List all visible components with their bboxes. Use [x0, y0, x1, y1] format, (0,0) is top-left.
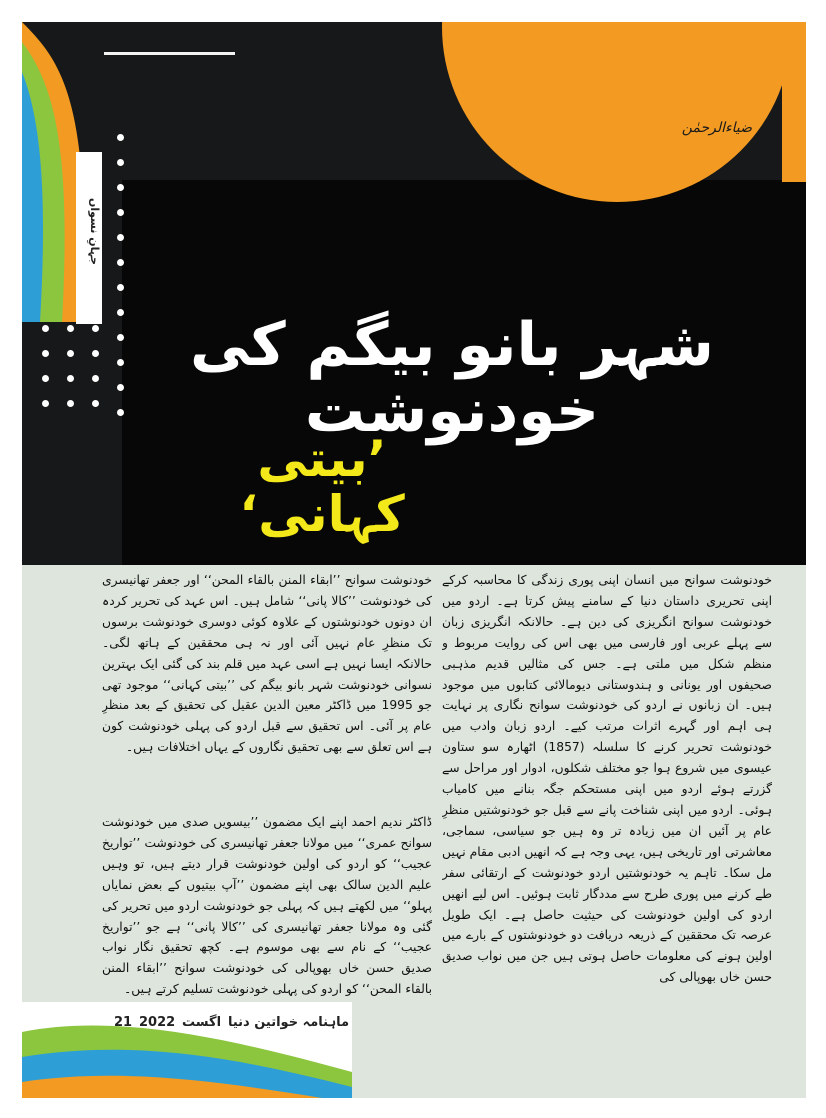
dot-decoration [117, 359, 124, 366]
dot-decoration [67, 350, 74, 357]
article-column-right [442, 570, 772, 1090]
dot-decoration [92, 350, 99, 357]
dot-decoration [117, 259, 124, 266]
orange-edge-decoration [782, 22, 806, 182]
dot-decoration [92, 400, 99, 407]
dot-decoration [117, 384, 124, 391]
dot-decoration [92, 325, 99, 332]
dot-decoration [67, 400, 74, 407]
dot-decoration [117, 234, 124, 241]
paragraph: خودنوشت سوانح ’’ابقاء المنن بالقاء المحن‘‘ اور جعفر تھانیسری کی خودنوشت ’’کالا پانی‘‘ شامل ہیں۔ اس عہد کی تحریر کردہ ان دونوں خودنوشتوں کے علاوہ کوئی دوسری خودنوشت برسوں تک منظرِ عام نہیں آئی اور نہ ہی محققین کے ہاتھ لگی۔ حالانکہ ایسا نہیں ہے اسی عہد میں قلم بند کی گئی ایک بہترین نسوانی خودنوشت شہر بانو بیگم کی ’’بیتی کہانی‘‘ موجود تھی جو 1995 میں ڈاکٹر معین الدین عقیل کی تحقیق کے بعد منظرِ عام پر آئی۔ اس تحقیق سے قبل اردو کی پہلی خودنوشت کون ہے اس تعلق سے بھی تحقیق نگاروں کے یہاں اختلافات ہیں۔ [102, 573, 432, 755]
dot-decoration [67, 325, 74, 332]
magazine-name: ماہنامہ خواتین دنیا [227, 1015, 349, 1030]
dot-decoration [117, 334, 124, 341]
dot-decoration [117, 209, 124, 216]
dot-decoration [117, 184, 124, 191]
dot-decoration [117, 134, 124, 141]
section-label: جہانِ نسواں [88, 198, 101, 266]
paragraph: خودنوشت سوانح میں انسان اپنی پوری زندگی کا محاسبہ کرکے اپنی تحریری داستان دنیا کے سامنے پیش کرتا ہے۔ اردو میں خودنوشت سوانح انگریزی کی دین ہے۔ حالانکہ انگریزی زبان سے پہلے عربی اور فارسی میں بھی اس کی روایت مربوط و منظم شکل میں ملتی ہے۔ جس کی مثالیں قدیم مذہبی صحیفوں اور یونانی و ہندوستانی دیومالائی کتابوں میں موجود ہیں۔ ان زبانوں نے اردو کی خودنوشت سوانح نگاری پر نہایت ہی اہم اور گہرے اثرات مرتب کیے۔ اردو زبان وادب میں خودنوشت تحریر کرنے کا سلسلہ (1857) اٹھارہ سو ستاون عیسوی میں شروع ہوا جو مختلف شکلوں، ادوار اور مراحل سے گزرتے ہوئے اردو میں اپنی مستحکم جگہ بنانے میں کامیاب ہوئی۔ اردو میں اپنی شناخت پانے سے قبل جو خودنوشتیں منظرِ عام پر آئیں ان میں زیادہ تر وہ ہیں جو سیاسی، سماجی، معاشرتی اور تاریخی ہیں، یہی وجہ ہے کہ انھیں ادبی مقام نہیں مل سکا۔ تاہم یہ خودنوشتیں اردو خودنوشت کے ارتقائی سفر طے کرنے میں پوری طرح سے مددگار ثابت ہوئیں۔ اس لیے انھیں اردو کی اولین خودنوشت کی حیثیت حاصل ہے۔ ایک طویل عرصہ تک محققین کے ذریعہ دریافت دو خودنوشتوں کے بارے میں اولین ہونے کی معلومات حاصل ہوتی ہیں جن میں نواب صدیق حسن خاں بھوپالی کی [442, 573, 772, 985]
dot-decoration [117, 409, 124, 416]
article-subtitle: ’بیتی کہانی‘ [239, 430, 405, 543]
dot-decoration [117, 284, 124, 291]
page-number: 21 [114, 1015, 133, 1030]
header-banner [22, 22, 806, 565]
paragraph: ڈاکٹر ندیم احمد اپنے ایک مضمون ’’بیسویں صدی میں خودنوشت سوانح عمری‘‘ میں مولانا جعفر تھانیسری کی خودنوشت ’’تواریخ عجیب‘‘ کو اردو کی اولین خودنوشت قرار دیتے ہیں، تو وہیں علیم الدین سالک بھی اپنے مضمون ’’آپ بیتیوں کے بعض نمایاں پہلو‘‘ میں لکھتے ہیں کہ پہلی جو خودنوشت اردو میں تحریر کی گئی وہ مولانا جعفر تھانیسری کی ’’کالا پانی‘‘ ہے جو ’’تواریخ عجیب‘‘ کے نام سے بھی موسوم ہے۔ کچھ تحقیق نگار نواب صدیق حسن خاں بھوپالی کی خودنوشت سوانح ’’ابقاء المنن بالقاء المحن‘‘ کو اردو کی پہلی خودنوشت تسلیم کرتے ہیں۔ [102, 815, 432, 997]
dot-decoration [117, 309, 124, 316]
author-name: ضیاءالرحمٰن [681, 120, 752, 136]
article-title: شہر بانو بیگم کی خودنوشت [190, 310, 714, 446]
dot-decoration [42, 350, 49, 357]
dot-decoration [42, 400, 49, 407]
dot-decoration [42, 325, 49, 332]
issue-month: اگست [182, 1015, 222, 1030]
dot-decoration [67, 375, 74, 382]
dot-decoration [117, 159, 124, 166]
dot-decoration [92, 375, 99, 382]
magazine-page [22, 22, 806, 1098]
article-column-left [102, 570, 432, 810]
page-footer [114, 1015, 349, 1030]
orange-circle-decoration [442, 22, 792, 202]
dot-decoration [42, 375, 49, 382]
issue-year: 2022 [138, 1015, 176, 1030]
